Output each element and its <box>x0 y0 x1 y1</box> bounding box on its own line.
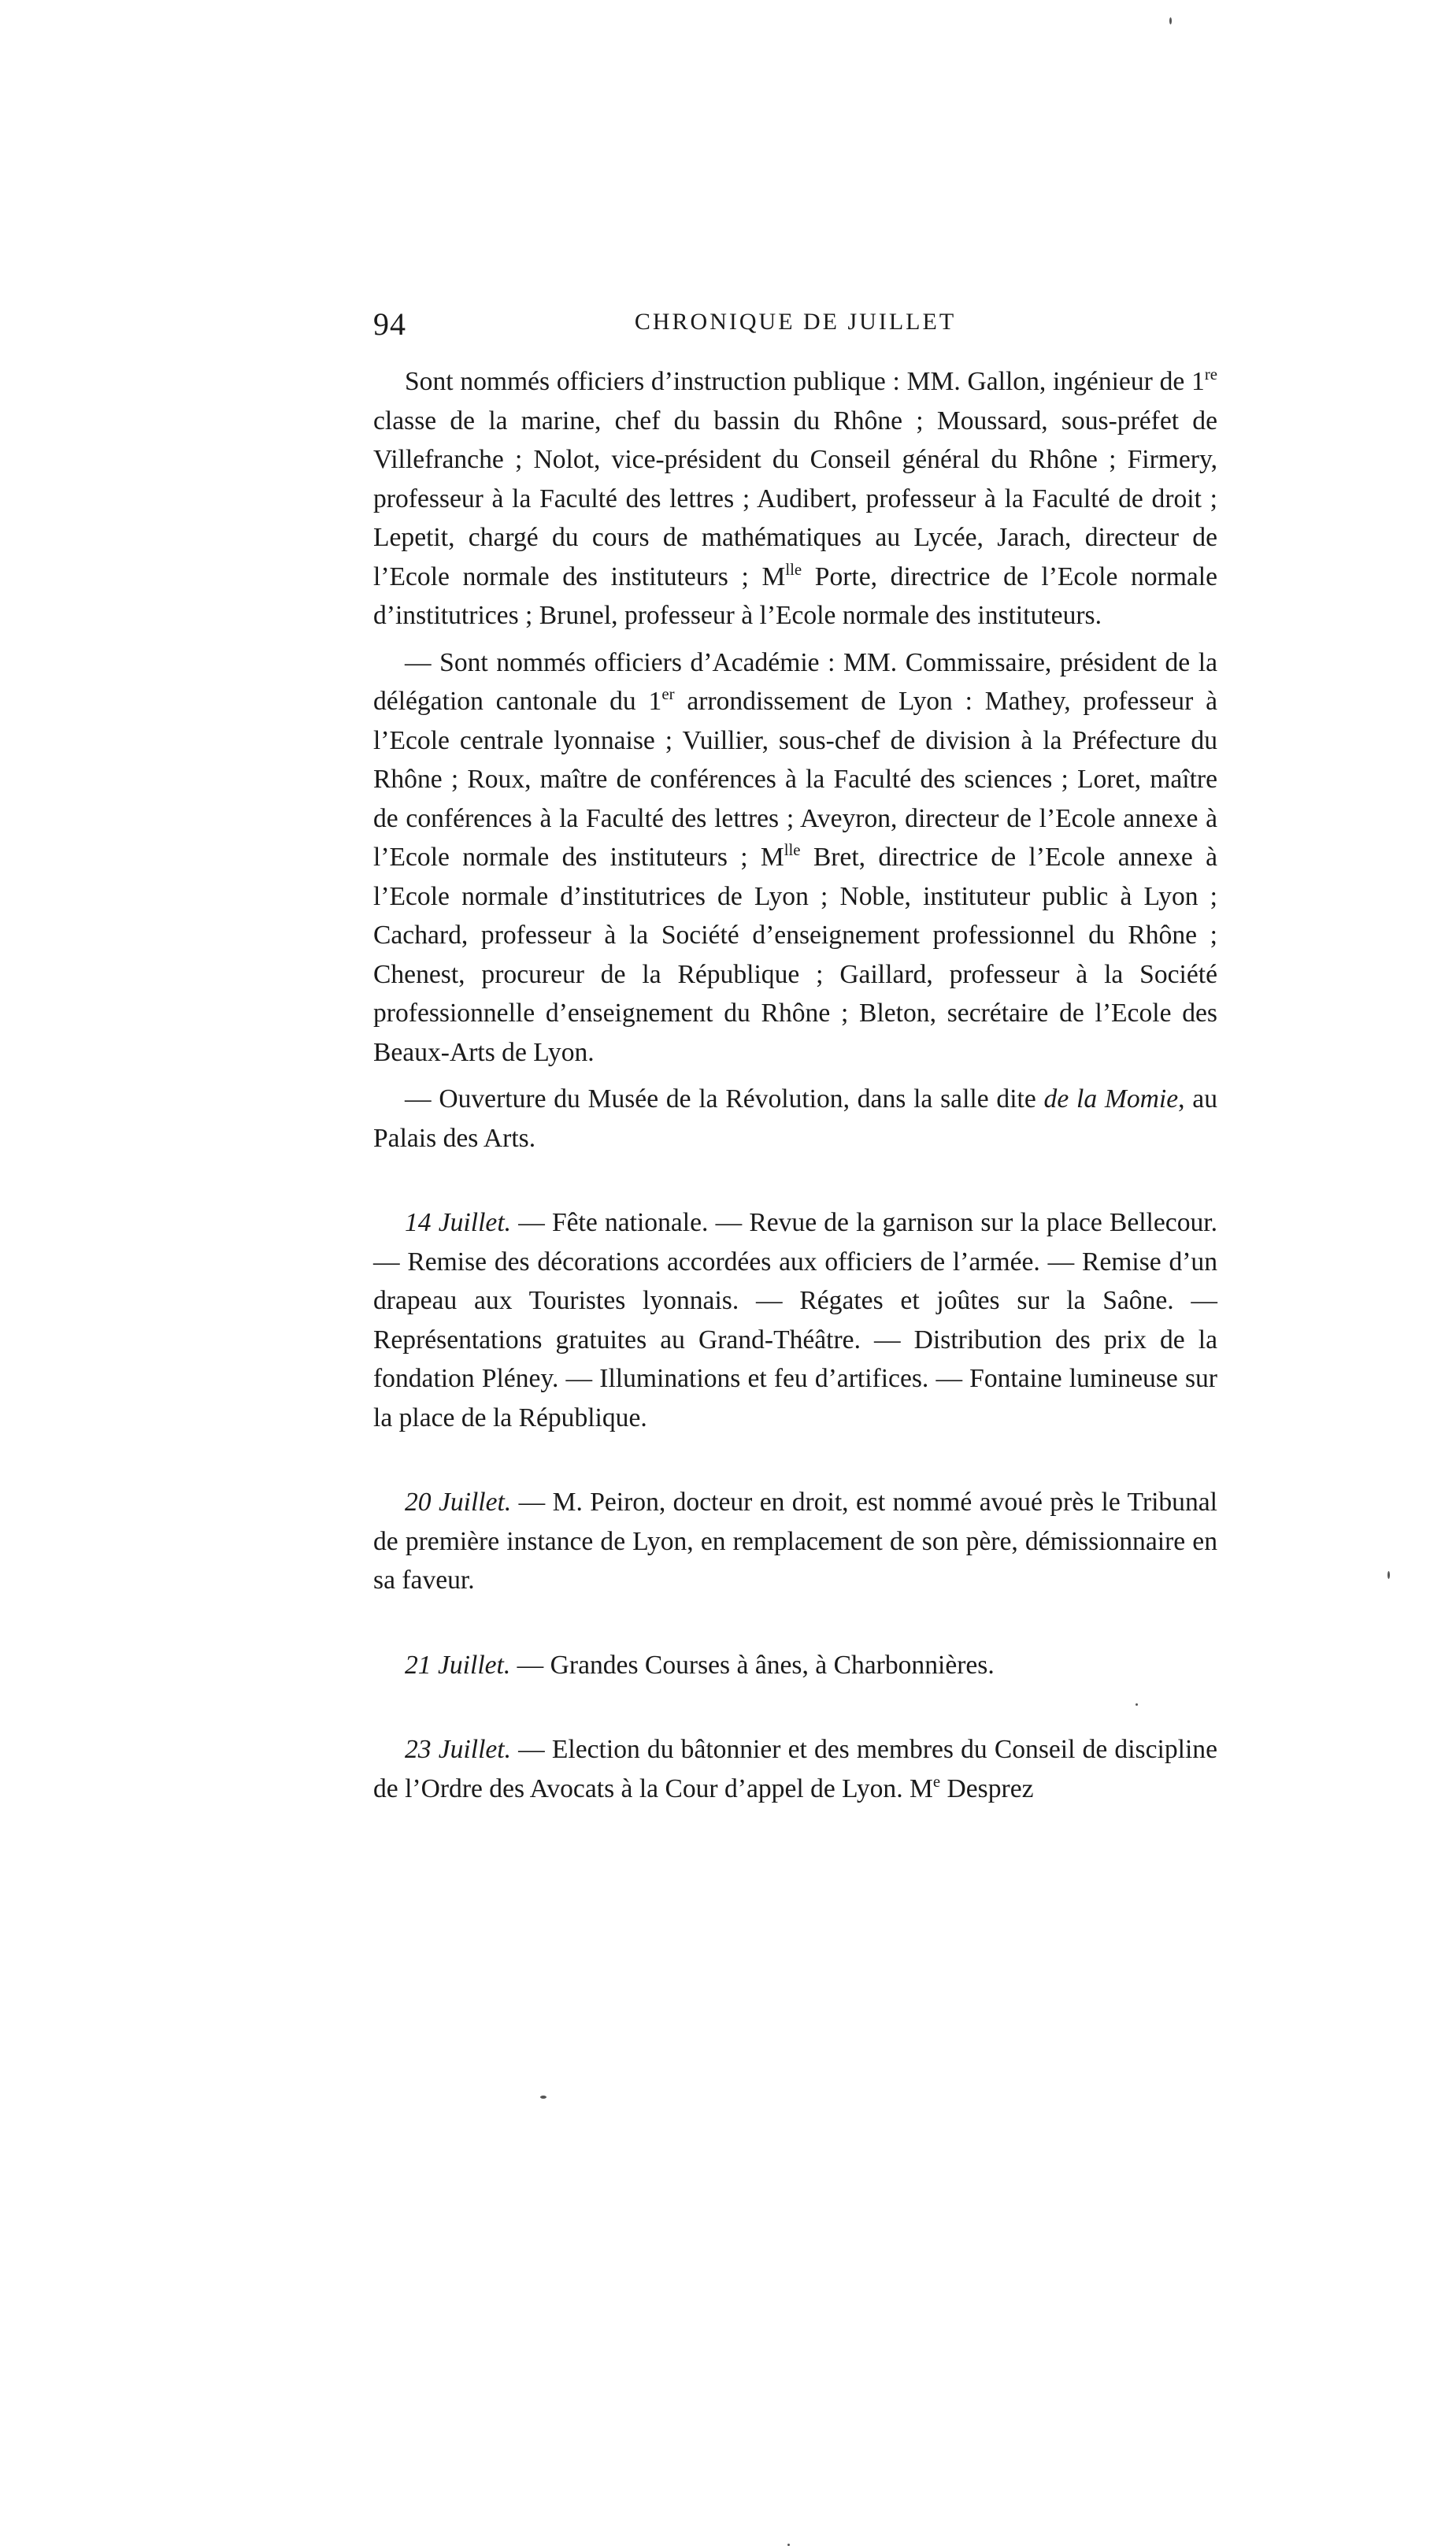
entry-date: 20 Juillet. <box>405 1488 512 1517</box>
scan-speck <box>1136 1703 1138 1706</box>
scan-speck <box>1387 1571 1390 1579</box>
scan-speck <box>540 2096 546 2099</box>
paragraph-instruction-publique: Sont nommés officiers d’instruction publique : MM. Gallon, ingénieur de 1re classe de la marine, chef du bassin du Rhône ; Moussard, sous-préfet de Villefranche ; Nolot, vice-président du Conseil général du Rhône ; Firmery, professeur à la Faculté des lettres ; Audibert, professeur à la Faculté de droit ; Lepetit, chargé du cours de mathématiques au Lycée, Jarach, directeur de l’Ecole normale des instituteurs ; $M^{lle}$ Porte, directrice de l’Ecole normale d’institutrices ; Brunel, professeur à l’Ecole normale des instituteurs. <box>373 365 1217 630</box>
entry-date: 14 Juillet. <box>405 1208 512 1237</box>
entry-21-juillet: 21 Juillet. — Grandes Courses à ânes, à Charbonnières. <box>405 1650 995 1680</box>
entry-20-juillet: 20 Juillet. — M. Peiron, docteur en droit, est nommé avoué près le Tribunal de première instance de Lyon, en remplacement de son père, démissionnaire en sa faveur. <box>373 1488 1217 1595</box>
entry-23-juillet: 23 Juillet. — Election du bâtonnier et des membres du Conseil de discipline de l’Ordre des Avocats à la Cour d’appel de Lyon. Me Desprez <box>373 1735 1217 1803</box>
entry-date: 21 Juillet. <box>405 1650 511 1680</box>
paragraph-musee-revolution: — Ouverture du Musée de la Révolution, dans la salle dite de la Momie, au Palais des Arts. <box>373 1084 1218 1153</box>
page-header <box>373 306 1217 353</box>
entry-date: 23 Juillet. <box>405 1735 512 1764</box>
scan-speck <box>1169 17 1172 24</box>
page-number: 94 <box>373 306 406 342</box>
body-text <box>373 362 1217 1808</box>
entry-14-juillet: 14 Juillet. — Fête nationale. — Revue de la garnison sur la place Bellecour. — Remise des décorations accordées aux officiers de l’armée. — Remise d’un drapeau aux Touristes lyonnais. — Régates et joûtes sur la Saône. — Représentations gratuites au Grand-Théâtre. — Distribution des prix de la fondation Pléney. — Illuminations et feu d’artifices. — Fontaine lumineuse sur la place de la République. <box>373 1208 1217 1432</box>
paragraph-officiers-academie: — Sont nommés officiers d’Académie : MM. Commissaire, président de la délégation cantonale du 1er arrondissement de Lyon : Mathey, professeur à l’Ecole centrale lyonnaise ; Vuillier, sous-chef de division à la Préfecture du Rhône ; Roux, maître de conférences à la Faculté des sciences ; Loret, maître de conférences à la Faculté des lettres ; Aveyron, directeur de l’Ecole annexe à l’Ecole normale des instituteurs ; $M^{lle}$ Bret, directrice de l’Ecole annexe à l’Ecole normale d’institutrices de Lyon ; Noble, instituteur public à Lyon ; Cachard, professeur à la Société d’enseignement professionnel du Rhône ; Chenest, procureur de la République ; Gaillard, professeur à la Société professionnelle d’enseignement du Rhône ; Bleton, secrétaire de l’Ecole des Beaux-Arts de Lyon. <box>373 647 1217 1067</box>
running-title: CHRONIQUE DE JUILLET <box>634 309 957 335</box>
